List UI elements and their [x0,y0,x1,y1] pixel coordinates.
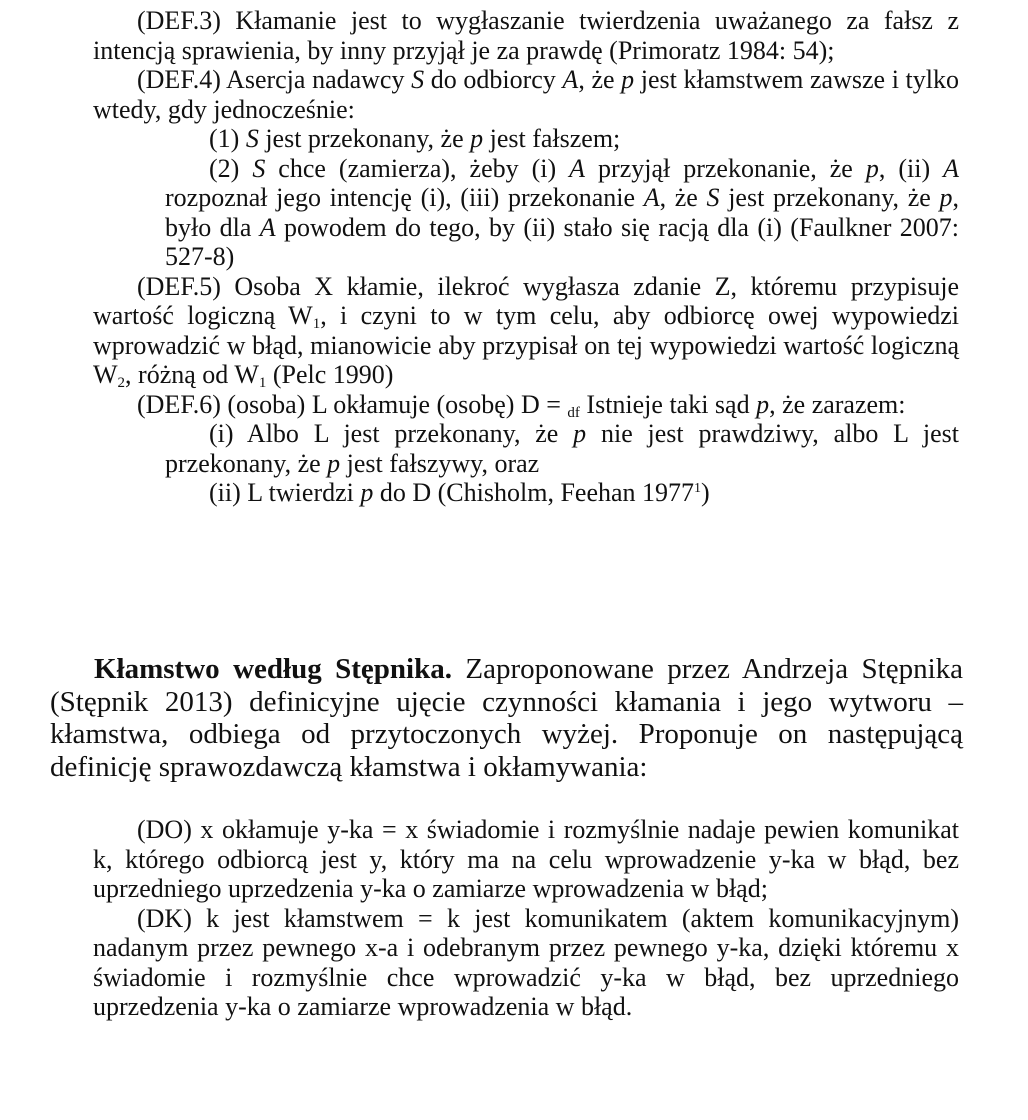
text: rozpoznał jego intencję (i), (iii) przekonanie [165,183,644,212]
definition-def6 [93,390,959,420]
subscript-df: df [567,404,580,421]
var-s: S [411,65,425,94]
section-heading: Kłamstwo według Stępnika. [94,653,452,685]
section-paragraph [50,653,963,783]
definition-def6-condition-ii [165,478,959,508]
var-p: p [360,478,374,507]
var-s: S [706,183,720,212]
text: (1) [209,124,246,153]
var-p: p [756,389,770,419]
var-p: p [865,153,879,183]
text: , że zarazem: [769,389,906,419]
text: (i) Albo L jest przekonany, że [209,419,574,448]
section-body: Zaproponowane przez Andrzeja Stępnika (Stępnik 2013) definicyjne ujęcie czynności kłamania i jego wytworu – kłamstwa, odbiega od przytoczonych wyżej. Proponuje on następującą definicję sprawozdawczą kłamstwa i okłamywania: [50,653,963,783]
text: jest przekonany, że [719,183,940,212]
var-s: S [245,124,259,153]
var-p: p [573,419,587,448]
text: , było dla [165,183,959,242]
text: (DEF.6) (osoba) L okłamuje (osobę) D = [137,389,568,419]
text: (ii) L twierdzi [209,478,361,507]
subscript: 1 [258,375,267,391]
text: , (ii) [878,153,944,183]
text: jest fałszywy, oraz [340,448,540,478]
var-a: A [569,153,586,183]
text: jest fałszem; [483,124,621,153]
definition-do: (DO) x okłamuje y-ka = x świadomie i rozmyślnie nadaje pewien komunikat k, którego odbiorcą jest y, który ma na celu wprowadzenie y-ka w błąd, bez uprzedniego uprzedzenia y-ka o zamiarze wprowadzenia w błąd; [93,815,959,903]
text: jest przekonany, że [258,124,471,153]
definition-def3: (DEF.3) Kłamanie jest to wygłaszanie twierdzenia uważanego za fałsz z intencją sprawienia, by inny przyjął je za prawdę (Primoratz 1984: 54); [93,6,959,65]
var-p: p [621,65,635,94]
subscript: 1 [312,316,321,332]
definition-def4 [93,65,959,124]
footnote-marker[interactable]: 1 [694,481,702,496]
var-p: p [327,448,341,478]
text: do D (Chisholm, Feehan 1977 [373,478,695,507]
var-s: S [252,153,266,183]
text: , i czyni to w tym celu, aby odbiorcę owej wypowiedzi wprowadzić w błąd, mianowicie aby przypisał on tej wypowiedzi wartość logiczną W [93,301,959,389]
stepnik-definitions [93,815,959,1022]
definition-def4-condition-1 [165,124,959,154]
text: powodem do tego, by (ii) stało się racją dla (i) (Faulkner 2007: 527-8) [165,212,959,271]
var-a: A [943,153,959,183]
text: , różną od W [125,360,259,389]
text: przyjął przekonanie, że [585,153,866,183]
definition-def4-condition-2 [165,154,959,272]
var-a: A [643,183,660,212]
text: (DEF.4) Asercja nadawcy [137,65,412,94]
definition-dk: (DK) k jest kłamstwem = k jest komunikatem (aktem komunikacyjnym) nadanym przez pewnego x-a i odebranym przez pewnego y-ka, dzięki któremu x świadomie i rozmyślnie chce wprowadzić y-ka w błąd, bez uprzedniego uprzedzenia y-ka o zamiarze wprowadzenia w błąd. [93,903,959,1021]
definitions-block [93,6,959,508]
var-p: p [470,124,484,153]
text: chce (zamierza), żeby (i) [265,153,570,183]
var-a: A [259,212,276,242]
text: (2) [209,153,253,183]
section-stepnik [50,653,963,783]
var-p: p [939,183,953,212]
var-a: A [562,65,579,94]
text: ) [701,478,710,507]
text: nie jest prawdziwy, albo L jest przekonany, że [165,419,959,478]
subscript: 2 [117,375,126,391]
definition-def6-condition-i [165,419,959,478]
text: (DEF.5) Osoba X kłamie, ilekroć wygłasza zdanie Z, któremu przypisuje wartość logiczną W [93,271,959,330]
text: , że [659,183,707,212]
definition-def5 [93,272,959,390]
text: , że [578,65,622,94]
text: jest kłamstwem zawsze i tylko wtedy, gdy jednocześnie: [93,65,959,124]
text: do odbiorcy [424,65,563,94]
text: Istnieje taki sąd [579,389,757,419]
text: (Pelc 1990) [266,360,394,389]
